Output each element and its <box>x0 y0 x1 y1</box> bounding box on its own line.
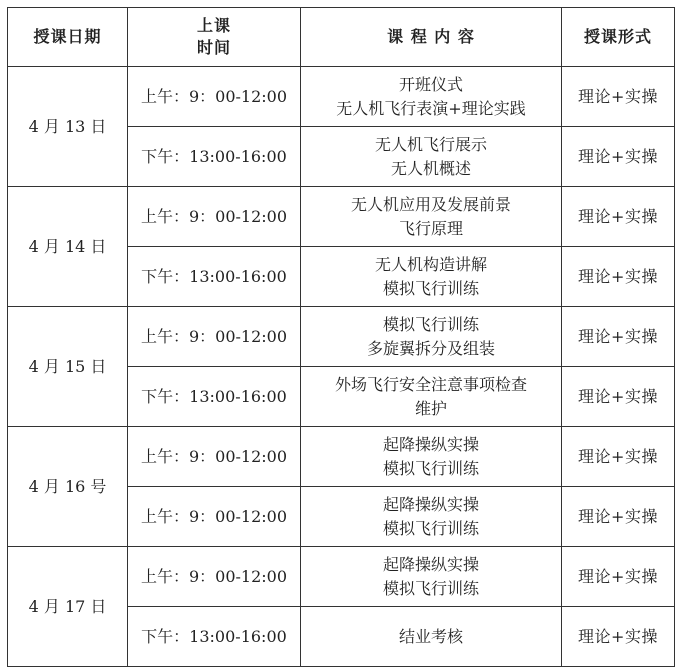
table-row <box>8 307 675 367</box>
course-schedule-table <box>7 7 675 667</box>
content-line: 无人机概述 <box>390 158 471 178</box>
content-line: 结业考核 <box>398 626 463 646</box>
content-cell <box>301 187 562 247</box>
content-line: 模拟飞行训练 <box>382 458 479 478</box>
form-cell: 理论+实操 <box>562 547 675 607</box>
time-cell: 下午：13:00-16:00 <box>128 367 301 427</box>
content-line: 外场飞行安全注意事项检查 <box>334 374 527 394</box>
content-line: 模拟飞行训练 <box>382 578 479 598</box>
header-time-line1: 上课 <box>196 16 231 35</box>
date-cell: 4 月 16 号 <box>8 427 128 547</box>
table-row <box>8 547 675 607</box>
content-line: 模拟飞行训练 <box>382 278 479 298</box>
form-cell: 理论+实操 <box>562 607 675 667</box>
time-cell: 下午：13:00-16:00 <box>128 247 301 307</box>
content-line: 模拟飞行训练 <box>382 518 479 538</box>
date-cell: 4 月 14 日 <box>8 187 128 307</box>
content-line: 起降操纵实操 <box>382 554 479 574</box>
form-cell: 理论+实操 <box>562 247 675 307</box>
date-cell: 4 月 15 日 <box>8 307 128 427</box>
content-cell <box>301 127 562 187</box>
content-line: 模拟飞行训练 <box>382 314 479 334</box>
time-cell: 上午：9：00-12:00 <box>128 427 301 487</box>
time-cell: 上午：9：00-12:00 <box>128 307 301 367</box>
content-line: 无人机应用及发展前景 <box>350 194 511 214</box>
content-cell <box>301 427 562 487</box>
form-cell: 理论+实操 <box>562 67 675 127</box>
content-line: 起降操纵实操 <box>382 494 479 514</box>
form-cell: 理论+实操 <box>562 307 675 367</box>
form-cell: 理论+实操 <box>562 367 675 427</box>
content-line: 开班仪式 <box>398 74 463 94</box>
date-cell: 4 月 17 日 <box>8 547 128 667</box>
content-cell <box>301 547 562 607</box>
content-line: 起降操纵实操 <box>382 434 479 454</box>
form-cell: 理论+实操 <box>562 487 675 547</box>
content-line: 维护 <box>414 398 447 418</box>
header-time <box>128 8 301 67</box>
time-cell: 下午：13:00-16:00 <box>128 127 301 187</box>
date-cell: 4 月 13 日 <box>8 67 128 187</box>
table-row <box>8 427 675 487</box>
content-line: 飞行原理 <box>398 218 463 238</box>
table-row <box>8 67 675 127</box>
time-cell: 下午：13:00-16:00 <box>128 607 301 667</box>
header-date: 授课日期 <box>8 8 128 67</box>
header-row <box>8 8 675 67</box>
content-cell <box>301 607 562 667</box>
time-cell: 上午：9：00-12:00 <box>128 67 301 127</box>
content-line: 无人机构造讲解 <box>374 254 487 274</box>
form-cell: 理论+实操 <box>562 427 675 487</box>
form-cell: 理论+实操 <box>562 187 675 247</box>
table-row <box>8 187 675 247</box>
table-body <box>8 67 675 667</box>
content-line: 无人机飞行展示 <box>374 134 487 154</box>
content-cell <box>301 67 562 127</box>
header-form: 授课形式 <box>562 8 675 67</box>
time-cell: 上午：9：00-12:00 <box>128 487 301 547</box>
content-cell <box>301 487 562 547</box>
content-line: 无人机飞行表演+理论实践 <box>336 98 526 118</box>
content-cell <box>301 307 562 367</box>
content-cell <box>301 367 562 427</box>
header-content: 课 程 内 容 <box>301 8 562 67</box>
time-cell: 上午：9：00-12:00 <box>128 547 301 607</box>
table-header <box>8 8 675 67</box>
header-time-line2: 时间 <box>196 38 231 57</box>
content-cell <box>301 247 562 307</box>
content-line: 多旋翼拆分及组装 <box>366 338 495 358</box>
time-cell: 上午：9：00-12:00 <box>128 187 301 247</box>
form-cell: 理论+实操 <box>562 127 675 187</box>
